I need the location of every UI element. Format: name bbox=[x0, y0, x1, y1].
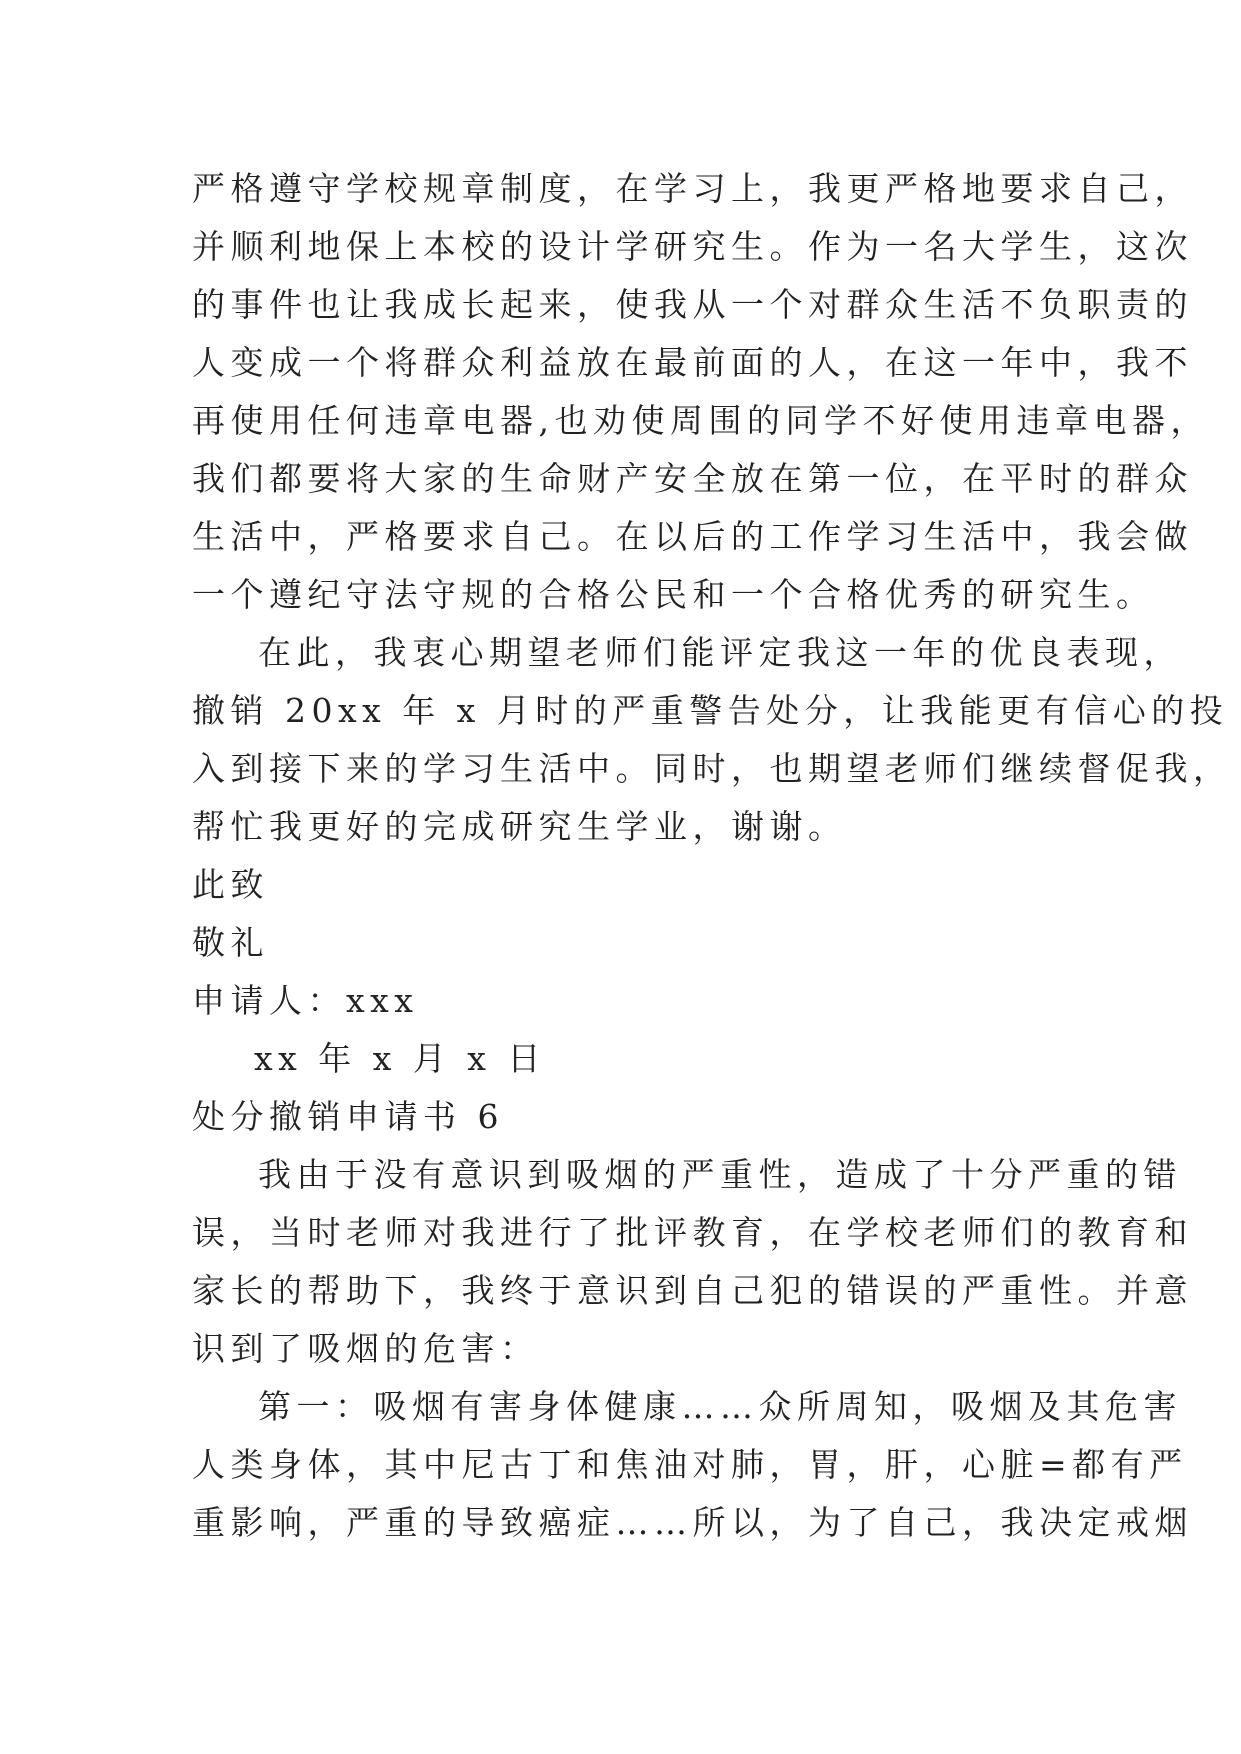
body-line: 重影响，严重的导致癌症……所以，为了自己，我决定戒烟 bbox=[192, 1503, 1193, 1542]
section-title: 处分撤销申请书 6 bbox=[192, 1097, 504, 1136]
body-line: 人类身体，其中尼古丁和焦油对肺，胃，肝，心脏=都有严 bbox=[192, 1445, 1188, 1484]
body-line: 生活中，严格要求自己。在以后的工作学习生活中，我会做 bbox=[192, 517, 1193, 556]
body-line: 并顺利地保上本校的设计学研究生。作为一名大学生，这次 bbox=[192, 227, 1193, 266]
body-line: 家长的帮助下，我终于意识到自己犯的错误的严重性。并意 bbox=[192, 1271, 1193, 1310]
body-line: 严格遵守学校规章制度，在学习上，我更严格地要求自己， bbox=[192, 169, 1193, 208]
body-line: 入到接下来的学习生活中。同时，也期望老师们继续督促我， bbox=[192, 749, 1232, 788]
body-line: 的事件也让我成长起来，使我从一个对群众生活不负职责的 bbox=[192, 285, 1193, 324]
paragraph-start-line: 在此，我衷心期望老师们能评定我这一年的优良表现， bbox=[258, 633, 1182, 672]
applicant-signature: 申请人：xxx bbox=[192, 981, 419, 1020]
body-line: 人变成一个将群众利益放在最前面的人，在这一年中，我不 bbox=[192, 343, 1193, 382]
paragraph-start-line: 我由于没有意识到吸烟的严重性，造成了十分严重的错 bbox=[258, 1155, 1182, 1194]
date-line: xx 年 x 月 x 日 bbox=[254, 1039, 546, 1078]
paragraph-start-line: 第一：吸烟有害身体健康……众所周知，吸烟及其危害 bbox=[258, 1387, 1182, 1426]
document-body bbox=[192, 160, 1232, 1552]
body-line: 误，当时老师对我进行了批评教育，在学校老师们的教育和 bbox=[192, 1213, 1193, 1252]
body-line: 再使用任何违章电器,也劝使周围的同学不好使用违章电器， bbox=[192, 401, 1209, 440]
body-line: 撤销 20xx 年 x 月时的严重警告处分，让我能更有信心的投 bbox=[192, 691, 1229, 730]
closing-regards: 敬礼 bbox=[192, 923, 269, 962]
closing-salutation: 此致 bbox=[192, 865, 269, 904]
body-line: 帮忙我更好的完成研究生学业，谢谢。 bbox=[192, 807, 847, 846]
body-line: 一个遵纪守法守规的合格公民和一个合格优秀的研究生。 bbox=[192, 575, 1155, 614]
body-line: 识到了吸烟的危害： bbox=[192, 1329, 539, 1368]
body-line: 我们都要将大家的生命财产安全放在第一位，在平时的群众 bbox=[192, 459, 1193, 498]
